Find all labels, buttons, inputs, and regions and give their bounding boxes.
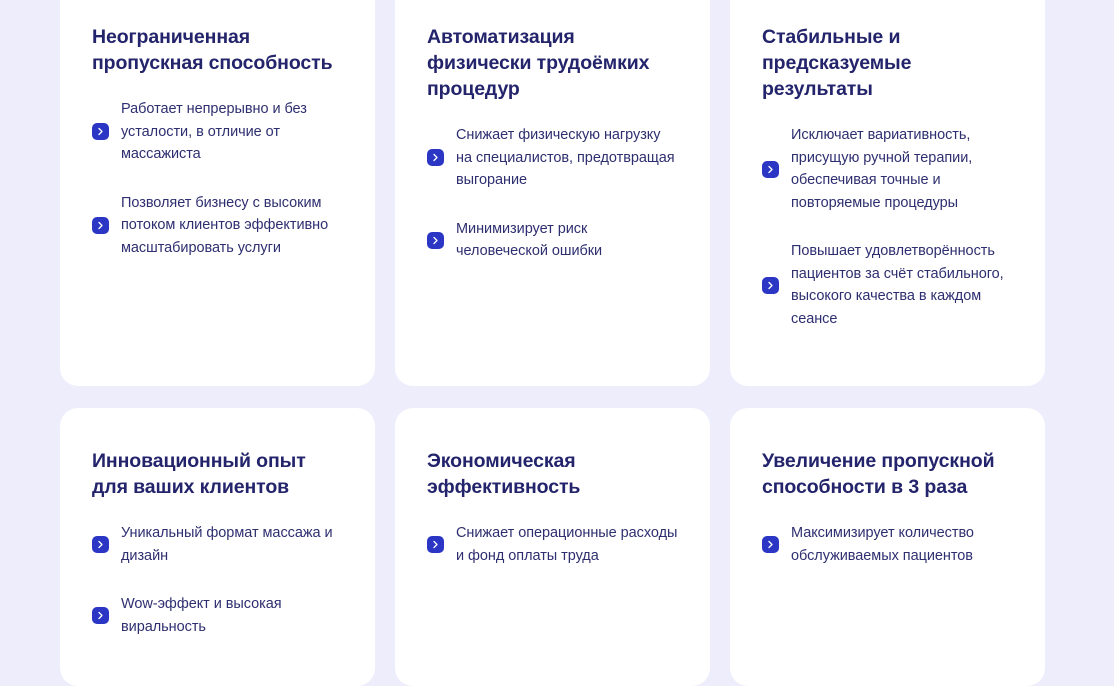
card-title: Неограниченная пропускная способность (92, 26, 333, 74)
bullet-text: Работает непрерывно и без усталости, в отличие от массажиста (121, 101, 307, 162)
chevron-right-icon (92, 217, 109, 234)
list-item (427, 218, 678, 263)
chevron-right-icon (92, 123, 109, 140)
card-title: Инновационный опыт для ваших клиентов (92, 450, 306, 498)
chevron-right-icon (762, 161, 779, 178)
chevron-right-icon (92, 607, 109, 624)
bullet-text: Wow-эффект и высокая виральность (121, 596, 282, 635)
card-title: Увеличение пропускной способности в 3 раза (762, 450, 995, 498)
list-item (92, 192, 343, 260)
card-title: Автоматизация физически трудоёмких процедур (427, 26, 650, 100)
bullet-text: Позволяет бизнесу с высоким потоком клиентов эффективно масштабировать услуги (121, 194, 329, 256)
chevron-right-icon (427, 232, 444, 249)
list-item (762, 522, 1013, 567)
list-item (427, 522, 678, 567)
bullet-text: Исключает вариативность, присущую ручной терапии, обеспечивая точные и повторяемые процедуры (791, 127, 973, 211)
card-bullet-list (92, 98, 343, 259)
benefit-card (730, 0, 1045, 386)
bullet-text: Уникальный формат массажа и дизайн (121, 525, 333, 564)
benefits-card-grid (60, 0, 1046, 686)
bullet-text: Снижает операционные расходы и фонд оплаты труда (456, 525, 678, 564)
list-item (92, 98, 343, 166)
list-item (427, 124, 678, 192)
chevron-right-icon (762, 536, 779, 553)
card-bullet-list (762, 522, 1013, 567)
card-bullet-list (762, 124, 1013, 330)
card-bullet-list (427, 124, 678, 263)
benefit-card (60, 408, 375, 686)
bullet-text: Снижает физическую нагрузку на специалистов, предотвращая выгорание (456, 127, 675, 188)
bullet-text: Максимизирует количество обслуживаемых пациентов (791, 525, 974, 564)
benefit-card (395, 0, 710, 386)
list-item (92, 522, 343, 567)
list-item (92, 593, 343, 638)
chevron-right-icon (427, 149, 444, 166)
card-title: Экономическая эффективность (427, 450, 581, 498)
list-item (762, 124, 1013, 214)
bullet-text: Минимизирует риск человеческой ошибки (456, 220, 603, 259)
chevron-right-icon (427, 536, 444, 553)
benefit-card (730, 408, 1045, 686)
list-item (762, 240, 1013, 330)
benefit-card (60, 0, 375, 386)
card-bullet-list (92, 522, 343, 638)
bullet-text: Повышает удовлетворённость пациентов за счёт стабильного, высокого качества в каждом сеансе (791, 243, 1004, 327)
card-title: Стабильные и предсказуемые результаты (762, 26, 912, 100)
chevron-right-icon (92, 536, 109, 553)
chevron-right-icon (762, 277, 779, 294)
benefit-card (395, 408, 710, 686)
card-bullet-list (427, 522, 678, 567)
